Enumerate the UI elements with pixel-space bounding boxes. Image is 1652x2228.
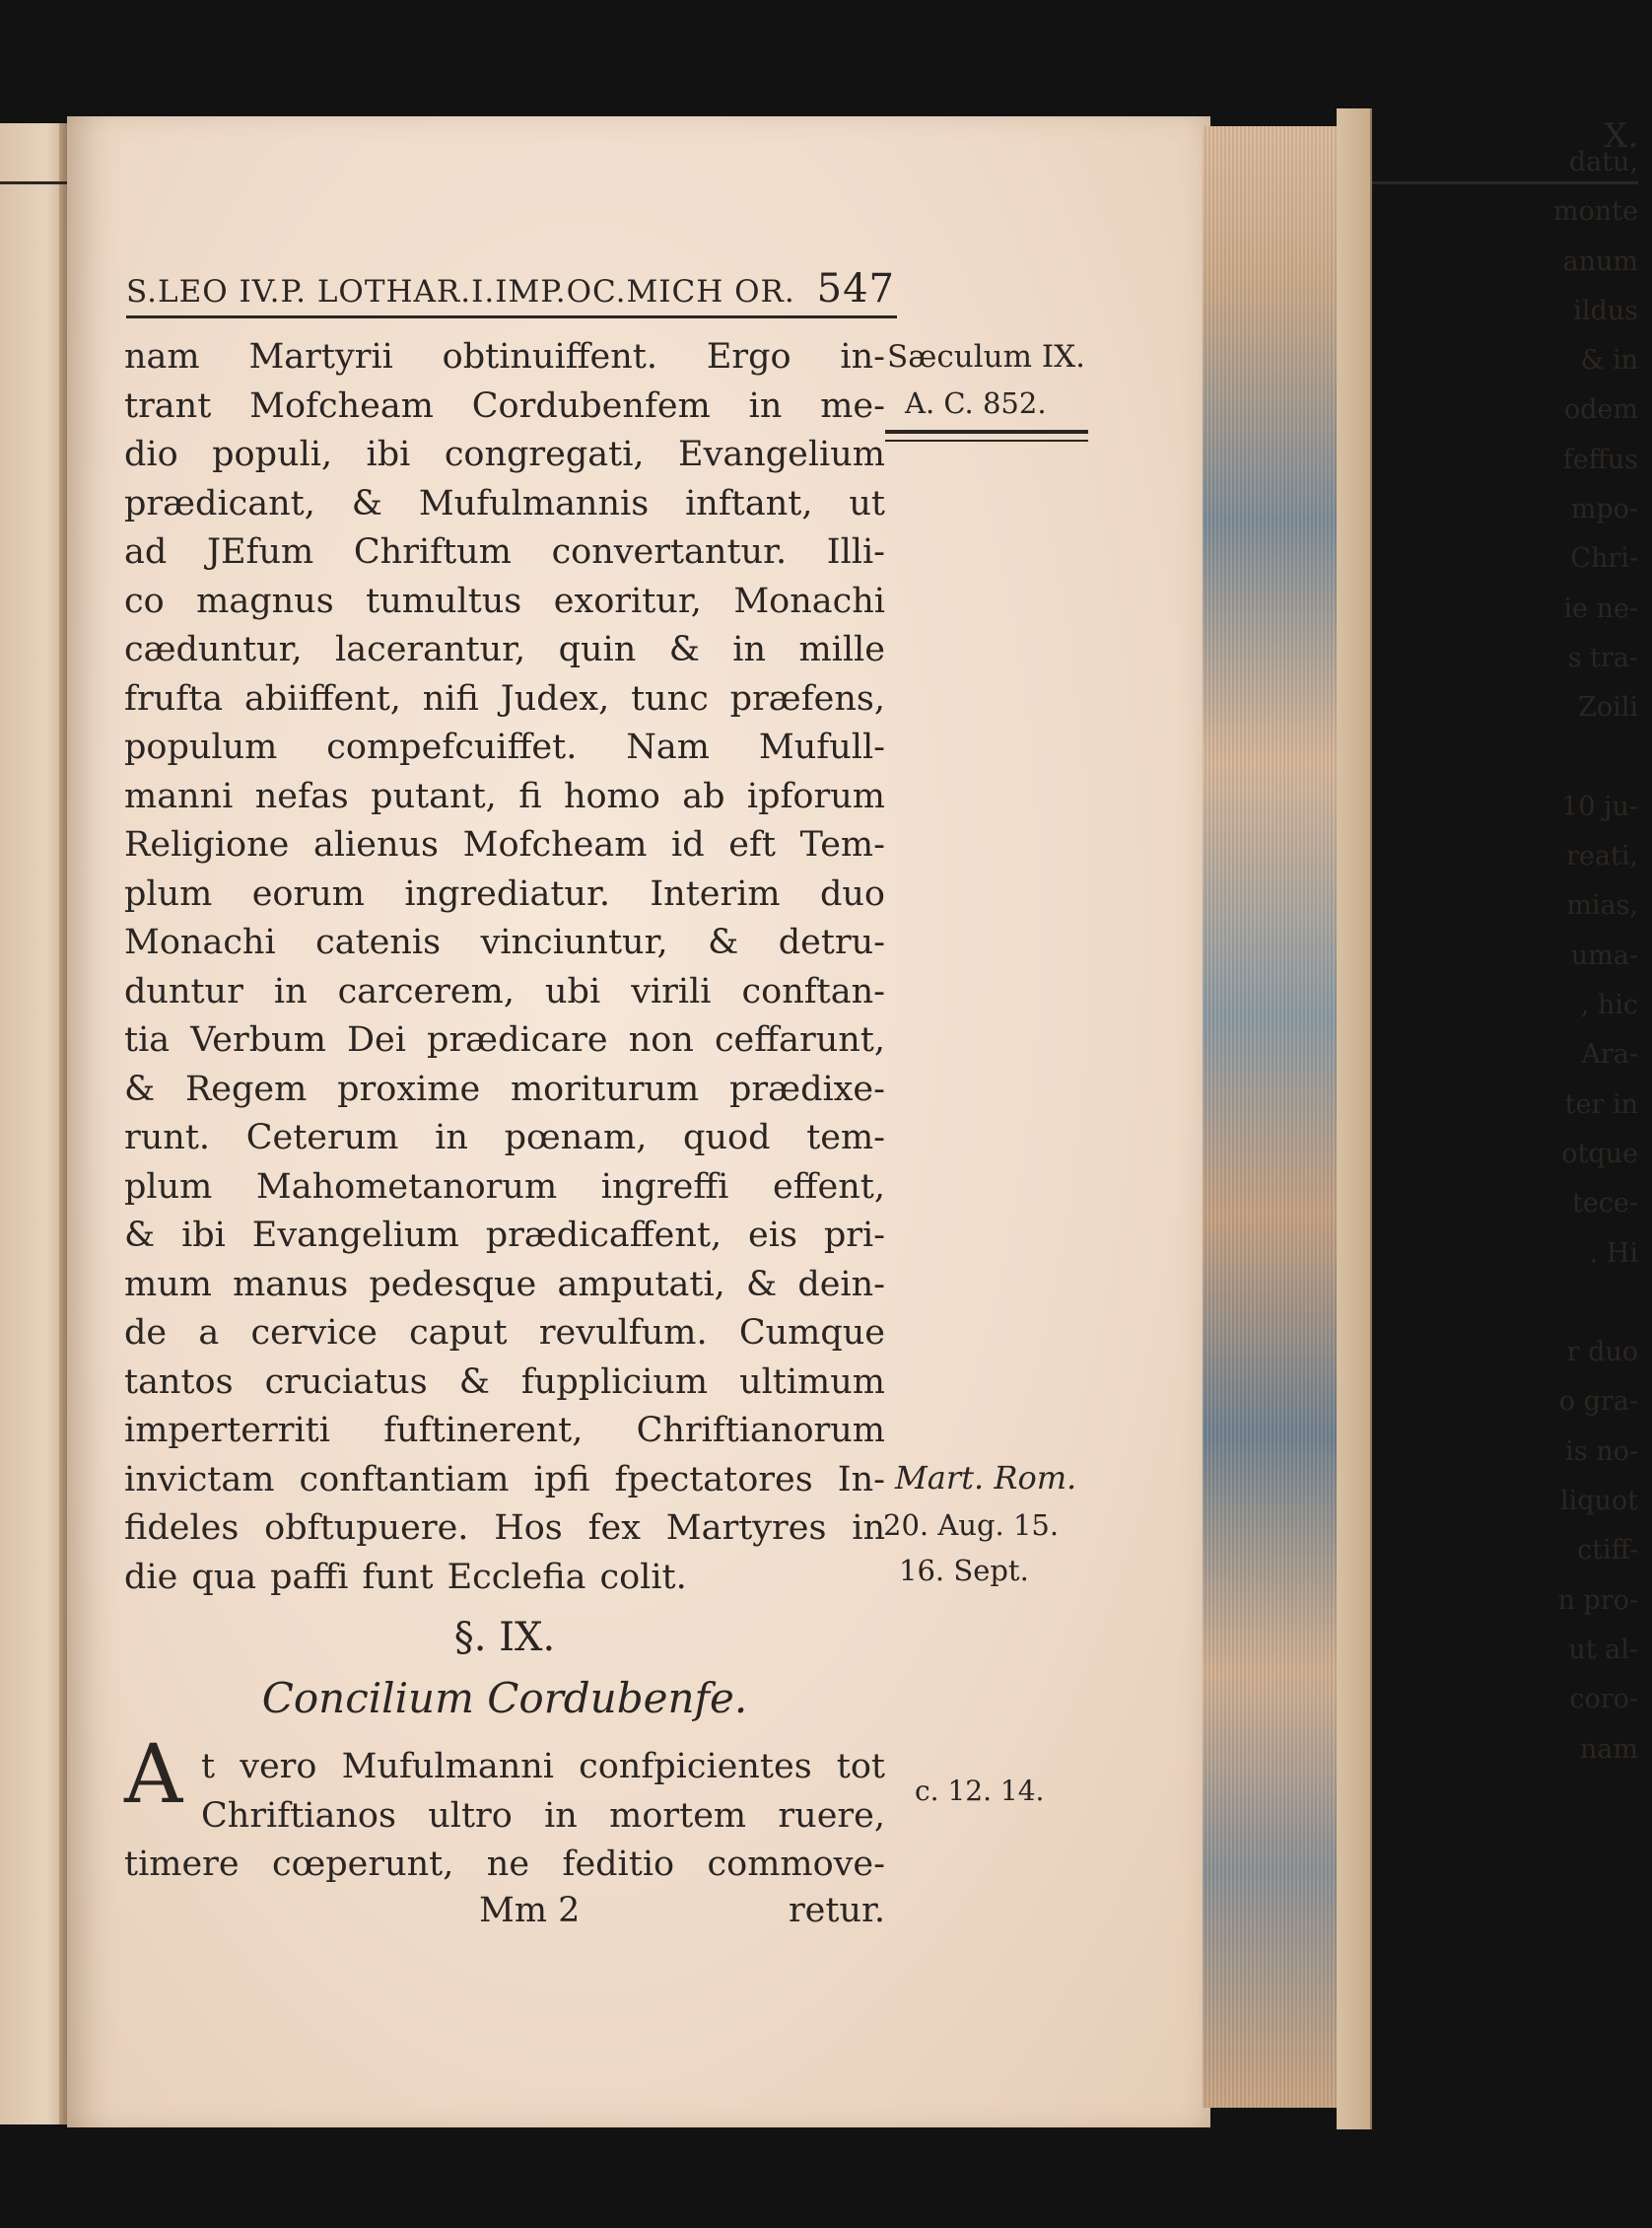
word: conftan- xyxy=(741,971,885,1011)
signature-mark: Mm 2 xyxy=(479,1891,581,1930)
word: carcerem, xyxy=(337,971,515,1011)
word: ipfi xyxy=(533,1459,590,1499)
word: mortem xyxy=(609,1795,747,1836)
word: prædixe- xyxy=(729,1069,885,1109)
word: Mahometanorum xyxy=(255,1166,558,1207)
left-page-line: coro- xyxy=(1569,1684,1638,1715)
margin-note-dates-1: 20. Aug. 15. xyxy=(883,1508,1060,1542)
word: Judex, xyxy=(500,678,610,719)
text-line xyxy=(124,1456,885,1505)
word: nam xyxy=(124,337,200,377)
word: ultimum xyxy=(739,1361,885,1402)
word: ingrediatur. xyxy=(404,873,610,914)
left-page-header: X. xyxy=(1603,116,1638,156)
text-line xyxy=(124,773,885,822)
left-page-line: liquot xyxy=(1559,1486,1638,1517)
word: nefas xyxy=(254,776,349,816)
word: alienus xyxy=(313,825,440,865)
word: proxime xyxy=(337,1069,481,1109)
left-page-line: uma- xyxy=(1570,940,1638,971)
word: mille xyxy=(798,630,885,669)
word: & xyxy=(124,1216,156,1255)
word: ne xyxy=(486,1845,530,1884)
header-rule xyxy=(126,315,897,318)
word: plum xyxy=(124,1166,213,1207)
word: Regem xyxy=(184,1069,308,1109)
word: confpicientes xyxy=(579,1747,812,1786)
left-page-line: mias, xyxy=(1566,890,1638,922)
word: magnus xyxy=(196,581,334,621)
left-page-line: Ara- xyxy=(1581,1039,1638,1071)
word: id xyxy=(671,825,705,865)
word: tem- xyxy=(806,1118,885,1157)
word: invictam xyxy=(124,1459,275,1499)
word: in xyxy=(732,630,767,669)
word: detru- xyxy=(778,923,885,962)
word: inftant, xyxy=(685,483,813,523)
word: cæduntur, xyxy=(124,630,303,669)
word: prædicant, xyxy=(124,483,315,523)
word: vero xyxy=(240,1747,317,1786)
word: ad xyxy=(124,532,168,572)
word: homo xyxy=(563,776,660,816)
text-line xyxy=(124,333,885,383)
word: funt xyxy=(362,1557,434,1597)
word: & xyxy=(458,1361,490,1402)
word: Mufull- xyxy=(758,728,885,767)
left-page-line: . Hi xyxy=(1589,1237,1638,1269)
word: pri- xyxy=(823,1216,885,1255)
word: tantos xyxy=(124,1361,234,1402)
word: ab xyxy=(682,776,725,816)
word: ceffarunt, xyxy=(714,1020,885,1060)
word: & xyxy=(745,1264,778,1304)
text-line xyxy=(124,626,885,675)
word: ultro xyxy=(428,1795,513,1836)
text-line xyxy=(124,1743,885,1792)
word: quin xyxy=(558,630,637,669)
text-line xyxy=(124,1554,885,1603)
catchword: retur. xyxy=(788,1891,885,1930)
word: die xyxy=(124,1557,178,1597)
word: frufta xyxy=(124,678,224,719)
word: Tem- xyxy=(799,825,885,865)
word: cruciatus xyxy=(264,1361,428,1402)
word: exoritur, xyxy=(553,581,702,621)
left-page-line: s tra- xyxy=(1567,642,1638,673)
word: mum xyxy=(124,1264,212,1304)
word: Ceterum xyxy=(245,1118,399,1157)
word: non xyxy=(628,1020,694,1060)
word: Ergo xyxy=(706,337,792,377)
word: eorum xyxy=(251,873,365,914)
word: Evangelium xyxy=(251,1216,459,1255)
left-page-line: feffus xyxy=(1562,444,1638,475)
word: Ecclefia xyxy=(447,1557,586,1597)
text-line xyxy=(124,1504,885,1554)
word: tot xyxy=(836,1747,885,1786)
left-page-line: ctiff- xyxy=(1577,1535,1638,1567)
word: in- xyxy=(840,337,885,377)
running-head xyxy=(126,266,895,312)
word: Religione xyxy=(124,825,290,865)
word: trant xyxy=(124,385,212,426)
word: manni xyxy=(124,776,234,816)
word: me- xyxy=(820,385,885,426)
word: in xyxy=(544,1795,578,1836)
word: & xyxy=(351,483,382,523)
word: conftantiam xyxy=(299,1459,510,1499)
word: Mofcheam xyxy=(462,825,648,865)
left-page-line: odem xyxy=(1563,394,1638,426)
text-line xyxy=(124,1358,885,1408)
text-line xyxy=(124,1066,885,1115)
word: Nam xyxy=(626,728,710,767)
second-paragraph xyxy=(124,1743,885,1890)
word: ipforum xyxy=(746,776,885,816)
text-line xyxy=(124,383,885,432)
word: fideles xyxy=(124,1508,240,1548)
left-page-line: & in xyxy=(1580,345,1638,377)
word: obtinuiffent. xyxy=(442,337,657,377)
word: In- xyxy=(837,1459,885,1499)
word: revulfum. xyxy=(538,1313,708,1353)
word: t xyxy=(201,1747,216,1786)
left-page-line: monte xyxy=(1552,196,1638,228)
word: in xyxy=(748,385,783,426)
word: Mofcheam xyxy=(249,385,434,426)
word: dio xyxy=(124,435,178,474)
margin-note-dates-2: 16. Sept. xyxy=(899,1554,1029,1587)
text-line xyxy=(124,870,885,920)
left-page-line: Chri- xyxy=(1570,543,1638,575)
word: Cordubenfem xyxy=(471,385,711,426)
word: Mufulmanni xyxy=(341,1747,554,1786)
margin-note-martyrology: Mart. Rom. xyxy=(895,1459,1077,1497)
word: & xyxy=(708,923,739,962)
left-page-line: ildus xyxy=(1573,295,1638,326)
word: imperterriti xyxy=(124,1411,330,1450)
text-line xyxy=(124,1114,885,1163)
word: plum xyxy=(124,873,213,914)
margin-note-chapter: c. 12. 14. xyxy=(915,1775,1045,1807)
word: prædicare xyxy=(427,1020,608,1060)
word: ubi xyxy=(545,971,601,1011)
running-head-title: S.LEO IV.P. LOTHAR.I.IMP.OC.MICH OR. xyxy=(126,274,795,310)
left-page-line: ter in xyxy=(1564,1088,1638,1120)
word: manus xyxy=(233,1264,349,1304)
word: de xyxy=(124,1313,168,1353)
text-line xyxy=(124,431,885,480)
text-line xyxy=(124,578,885,627)
section-title: Concilium Cordubenfe. xyxy=(261,1674,748,1722)
word: Verbum xyxy=(190,1020,326,1060)
word: commove- xyxy=(707,1845,885,1884)
word: tia xyxy=(124,1020,171,1060)
word: abiiffent, xyxy=(243,678,401,719)
text-line xyxy=(124,821,885,870)
word: Evangelium xyxy=(678,435,885,474)
drop-capital: A xyxy=(124,1728,183,1822)
word: Chriftianos xyxy=(201,1795,396,1836)
left-page-line: anum xyxy=(1562,245,1638,277)
left-page-line: Zoili xyxy=(1578,692,1638,724)
word: dein- xyxy=(797,1264,885,1304)
text-line xyxy=(124,1792,885,1842)
word: catenis xyxy=(315,923,442,962)
left-page-line: mpo- xyxy=(1570,494,1638,525)
word: in xyxy=(852,1508,885,1548)
page-number: 547 xyxy=(816,266,895,312)
word: cervice xyxy=(250,1313,378,1353)
word: qua xyxy=(191,1557,257,1597)
word: Chriftianorum xyxy=(636,1411,885,1450)
text-line xyxy=(124,1016,885,1066)
word: virili xyxy=(631,971,712,1011)
left-page-line: , hic xyxy=(1580,990,1638,1021)
word: runt. xyxy=(124,1118,211,1157)
left-page-line: nam xyxy=(1579,1733,1638,1765)
word: in xyxy=(273,971,308,1011)
word: duo xyxy=(819,873,885,914)
word: obftupuere. xyxy=(264,1508,469,1548)
word: eis xyxy=(748,1216,797,1255)
word: ibi xyxy=(181,1216,226,1255)
word: Chriftum xyxy=(353,532,512,572)
word: tunc xyxy=(631,678,709,719)
word: fpectatores xyxy=(614,1459,813,1499)
word: putant, xyxy=(371,776,497,816)
word: populi, xyxy=(212,435,333,474)
word: effent, xyxy=(772,1166,885,1207)
word: prædicaffent, xyxy=(485,1216,723,1255)
text-line xyxy=(124,919,885,968)
text-line xyxy=(124,1212,885,1261)
word: ut xyxy=(849,483,885,523)
left-page-line: tece- xyxy=(1571,1188,1638,1219)
word: populum xyxy=(124,728,278,767)
word: Martyrii xyxy=(248,337,393,377)
left-page-line: otque xyxy=(1561,1138,1638,1169)
word: Monachi xyxy=(733,581,885,621)
left-page-line: ie ne- xyxy=(1563,592,1638,624)
word: quod xyxy=(683,1118,771,1157)
margin-note-century: Sæculum IX. xyxy=(887,339,1086,375)
word: congregati, xyxy=(444,435,645,474)
word: moriturum xyxy=(510,1069,700,1109)
word: JEfum xyxy=(206,532,314,572)
word: duntur xyxy=(124,971,243,1011)
word: tumultus xyxy=(366,581,522,621)
word: amputati, xyxy=(557,1264,725,1304)
section-number: §. IX. xyxy=(453,1615,556,1660)
word: compefcuiffet. xyxy=(326,728,578,767)
margin-rule-thin xyxy=(885,440,1088,442)
word: Dei xyxy=(346,1020,406,1060)
word: Martyres xyxy=(665,1508,827,1548)
word: fupplicium xyxy=(520,1361,709,1402)
left-page-line: o gra- xyxy=(1558,1386,1638,1418)
word: co xyxy=(124,581,165,621)
margin-rule-thick xyxy=(885,430,1088,434)
word: caput xyxy=(409,1313,508,1353)
word: Monachi xyxy=(124,923,276,962)
text-line xyxy=(124,724,885,773)
left-page-line: n pro- xyxy=(1557,1584,1638,1616)
main-paragraph xyxy=(124,333,885,1602)
text-line xyxy=(124,1841,885,1890)
word: ruere, xyxy=(778,1795,885,1836)
left-page-line: datu, xyxy=(1568,147,1638,177)
word: paffi xyxy=(270,1557,349,1597)
word: fex xyxy=(587,1508,641,1548)
text-line xyxy=(124,1261,885,1310)
word: cœperunt, xyxy=(272,1845,454,1884)
text-line xyxy=(124,1407,885,1456)
word: ingreffi xyxy=(600,1166,729,1207)
text-line xyxy=(124,1309,885,1358)
text-line xyxy=(124,968,885,1017)
word: Interim xyxy=(650,873,781,914)
word: fi xyxy=(518,776,542,816)
word: pœnam, xyxy=(504,1118,648,1157)
word: Mufulmannis xyxy=(418,483,650,523)
word: & xyxy=(124,1069,156,1109)
left-page-line: reati, xyxy=(1565,841,1638,872)
word: in xyxy=(435,1118,468,1157)
word: colit. xyxy=(599,1557,687,1597)
word: Illi- xyxy=(826,532,885,572)
left-page-line: 10 ju- xyxy=(1561,791,1638,822)
word: & xyxy=(668,630,700,669)
word: feditio xyxy=(562,1845,675,1884)
word: convertantur. xyxy=(551,532,788,572)
word: pedesque xyxy=(369,1264,537,1304)
left-page-line: r duo xyxy=(1566,1337,1638,1368)
word: ibi xyxy=(366,435,411,474)
word: præfens, xyxy=(729,678,885,719)
word: vinciuntur, xyxy=(480,923,668,962)
text-line xyxy=(124,528,885,578)
word: nifi xyxy=(422,678,479,719)
word: eft xyxy=(728,825,776,865)
left-page-line: ut al- xyxy=(1568,1634,1638,1665)
word: fuftinerent, xyxy=(383,1411,584,1450)
word: lacerantur, xyxy=(335,630,526,669)
left-page-line: is no- xyxy=(1565,1435,1638,1467)
text-line xyxy=(124,480,885,529)
text-line xyxy=(124,1163,885,1213)
word: timere xyxy=(124,1845,240,1884)
text-line xyxy=(124,675,885,725)
margin-note-year: A. C. 852. xyxy=(905,386,1047,420)
word: a xyxy=(198,1313,220,1353)
word: Hos xyxy=(494,1508,563,1548)
word: Cumque xyxy=(738,1313,885,1353)
